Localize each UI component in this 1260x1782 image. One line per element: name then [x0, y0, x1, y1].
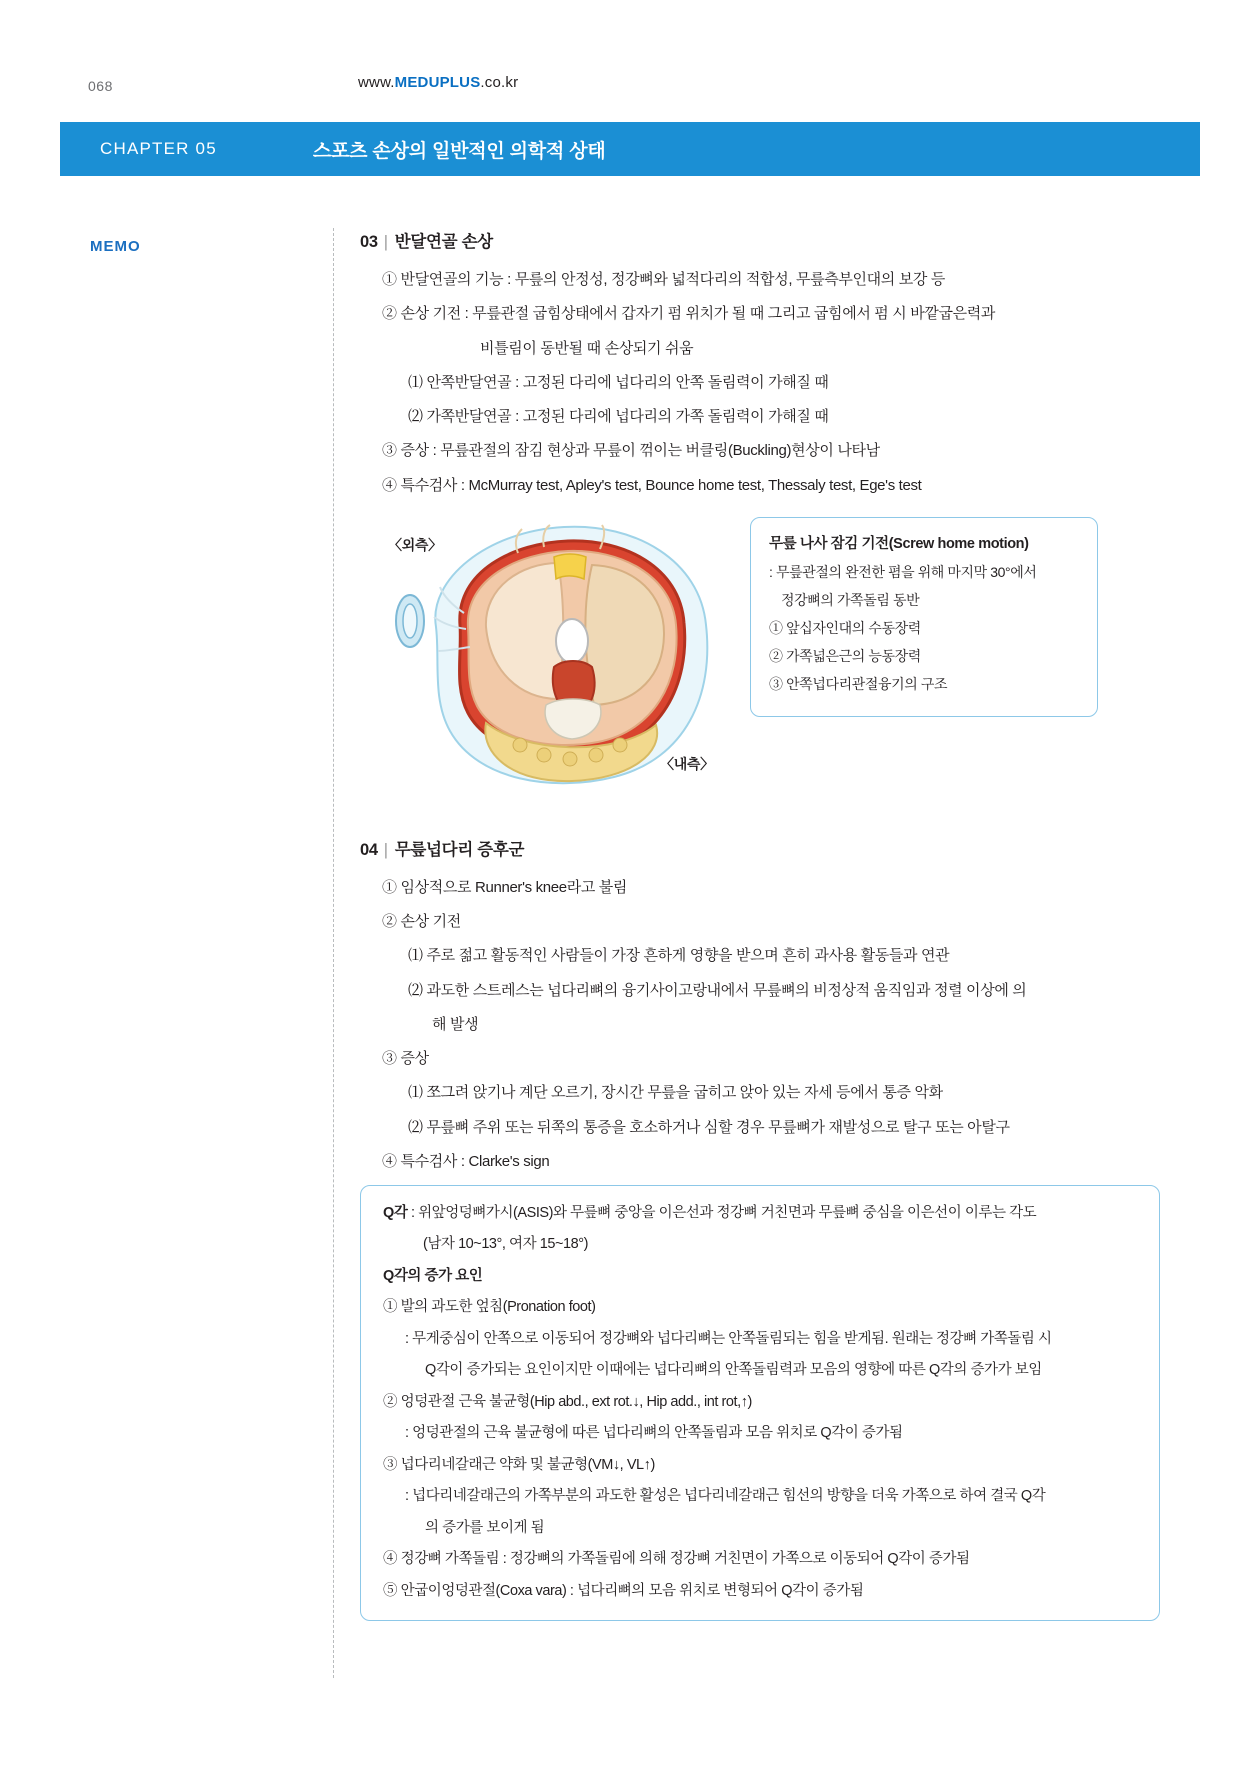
factor-number: ⑤	[383, 1582, 398, 1599]
url-suffix: .co.kr	[480, 74, 519, 91]
factor-number: ①	[383, 1299, 398, 1316]
section-04-number: 04	[360, 840, 378, 859]
screw-home-motion-line: ② 가쪽넓은근의 능동장력	[769, 647, 921, 664]
factor-text: 넙다리네갈래근 약화 및 불균형(VM↓, VL↑)	[400, 1456, 655, 1473]
q-angle-factors-title: Q각의 증가 요인	[383, 1267, 483, 1284]
screw-home-motion-line: 정강뼈의 가쪽돌림 동반	[781, 591, 920, 608]
list-item: ⑵ 무릎뼈 주위 또는 뒤쪽의 통증을 호소하거나 심할 경우 무릎뼈가 재발성으로 탈구 또는 아탈구	[408, 1118, 1010, 1136]
list-item: ② 손상 기전	[382, 913, 461, 930]
factor-text: 엉덩관절 근육 불균형(Hip abd., ext rot.↓, Hip add., int rot,↑)	[400, 1393, 752, 1410]
screw-home-motion-line: : 무릎관절의 완전한 폄을 위해 마지막 30°에서	[769, 563, 1037, 580]
list-item-continuation: 비틀림이 동반될 때 손상되기 쉬움	[480, 339, 694, 357]
knee-meniscus-figure	[360, 509, 1160, 814]
factor-item	[383, 1391, 1139, 1413]
factor-detail: : 넙다리네갈래근의 가쪽부분의 과도한 활성은 넙다리네갈래근 힘선의 방향을 더욱 가쪽으로 하여 결국 Q각	[405, 1488, 1046, 1505]
url-prefix: www.	[358, 74, 395, 91]
page-number: 068	[88, 78, 113, 94]
chapter-title: 스포츠 손상의 일반적인 의학적 상태	[312, 140, 606, 162]
factor-detail: : 무게중심이 안쪽으로 이동되어 정강뼈와 넙다리뼈는 안쪽돌림되는 힘을 받게됨. 원래는 정강뼈 가쪽돌림 시	[405, 1330, 1052, 1347]
section-03-heading: 03 | 반달연골 손상	[360, 233, 493, 251]
list-item: ⑴ 안쪽반달연골 : 고정된 다리에 넙다리의 안쪽 돌림력이 가해질 때	[408, 373, 829, 391]
list-item: ② 손상 기전 : 무릎관절 굽힘상태에서 갑자기 펌 위치가 될 때 그리고 굽힘에서 펌 시 바깥굽은력과	[382, 305, 996, 323]
screw-home-motion-title: 무릎 나사 잠김 기전(Screw home motion)	[769, 535, 1029, 552]
list-item: ① 임상적으로 Runner's knee라고 불림	[382, 878, 628, 896]
factor-text: 발의 과도한 엎침(Pronation foot)	[400, 1299, 596, 1316]
list-item: ③ 증상	[382, 1050, 429, 1067]
url-brand: MEDUPLUS	[394, 74, 481, 91]
factor-item	[383, 1296, 1139, 1318]
list-item: ⑵ 가쪽반달연골 : 고정된 다리에 넙다리의 가쪽 돌림력이 가해질 때	[408, 408, 829, 425]
factor-number: ②	[383, 1393, 398, 1410]
list-item: ① 반달연골의 기능 : 무릎의 안정성, 정강뼈와 넓적다리의 적합성, 무릎측부인대의 보강 등	[382, 271, 945, 288]
list-item: ⑴ 쪼그려 앉기나 계단 오르기, 장시간 무릎을 굽히고 앉아 있는 자세 등에서 통증 악화	[408, 1084, 943, 1102]
factor-text: 안굽이엉덩관절(Coxa vara) : 넙다리뼈의 모음 위치로 변형되어 Q각이 증가됨	[400, 1582, 864, 1599]
factor-item	[383, 1580, 1139, 1602]
list-item-continuation: 해 발생	[432, 1015, 479, 1033]
figure-label-medial: 〈내측〉	[660, 755, 714, 772]
list-item: ④ 특수검사 : Clarke's sign	[382, 1152, 550, 1170]
figure-label-lateral: 〈외측〉	[388, 536, 442, 553]
factor-detail: 의 증가를 보이게 됨	[425, 1519, 545, 1536]
site-url	[358, 74, 518, 91]
factor-number: ④	[383, 1551, 398, 1568]
factor-text: 정강뼈 가쪽돌림 : 정강뼈의 가쪽돌림에 의해 정강뼈 거친면이 가쪽으로 이동되어 Q각이 증가됨	[400, 1551, 970, 1568]
factor-item	[383, 1548, 1139, 1570]
page-content	[360, 228, 1160, 1621]
factor-detail: : 엉덩관절의 근육 불균형에 따른 넙다리뼈의 안쪽돌림과 모음 위치로 Q각이 증가됨	[405, 1425, 903, 1442]
screw-home-motion-line: ③ 안쪽넙다리관절융기의 구조	[769, 675, 948, 692]
screw-home-motion-box	[750, 517, 1098, 717]
factor-item	[383, 1454, 1139, 1476]
q-angle-definition	[383, 1202, 1139, 1224]
list-item: ④ 특수검사 : McMurray test, Apley's test, Bounce home test, Thessaly test, Ege's test	[382, 476, 922, 494]
list-item: ⑴ 주로 젊고 활동적인 사람들이 가장 흔하게 영향을 받으며 흔히 과사용 활동들과 연관	[408, 947, 950, 965]
chapter-bar	[60, 122, 1200, 176]
page-header	[0, 74, 1260, 104]
factor-detail: Q각이 증가되는 요인이지만 이때에는 넙다리뼈의 안쪽돌림력과 모음의 영향에 따른 Q각의 증가가 보임	[425, 1362, 1042, 1379]
q-angle-definition-text: : 위앞엉덩뼈가시(ASIS)와 무릎뼈 중앙을 이은선과 정강뼈 거친면과 무릎뼈 중심을 이은선이 이루는 각도	[407, 1205, 1037, 1221]
screw-home-motion-line: ① 앞십자인대의 수동장력	[769, 619, 921, 636]
chapter-label: CHAPTER 05	[100, 139, 217, 158]
section-04-title: 무릎넙다리 증후군	[394, 840, 525, 859]
section-04-heading: 04 | 무릎넙다리 증후군	[360, 840, 525, 859]
q-angle-normal-range: (남자 10~13°, 여자 15~18°)	[423, 1236, 588, 1253]
list-item: ⑵ 과도한 스트레스는 넙다리뼈의 융기사이고랑내에서 무릎뼈의 비정상적 움직임과 정렬 이상에 의	[408, 981, 1027, 999]
memo-divider	[333, 228, 334, 1678]
q-angle-label: Q각	[383, 1205, 408, 1221]
section-03-title: 반달연골 손상	[394, 233, 493, 251]
section-03-number: 03	[360, 233, 378, 251]
factor-number: ③	[383, 1456, 398, 1473]
q-angle-box	[360, 1185, 1160, 1621]
memo-label: MEMO	[90, 238, 141, 255]
list-item: ③ 증상 : 무릎관절의 잠김 현상과 무릎이 꺾이는 버클링(Buckling)현상이 나타남	[382, 442, 880, 460]
